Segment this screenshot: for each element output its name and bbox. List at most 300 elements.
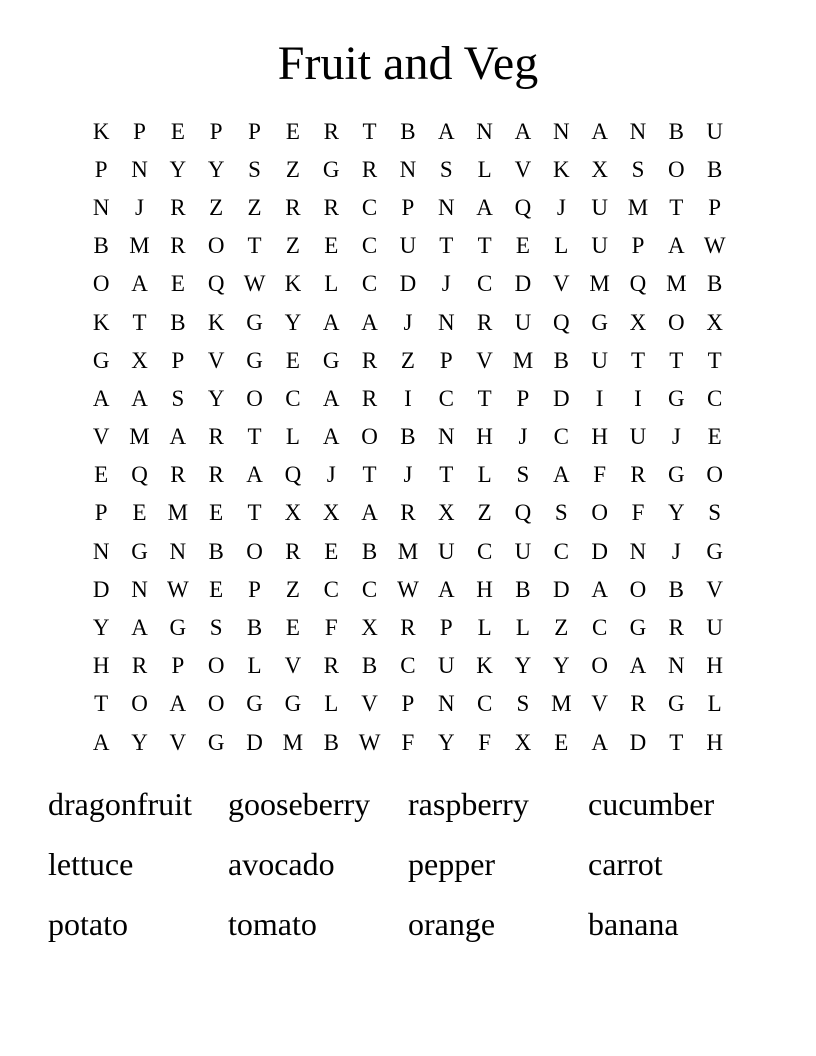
grid-letter: K [92, 309, 110, 335]
grid-letter: Y [514, 653, 532, 679]
grid-letter: O [207, 653, 225, 679]
grid-letter: E [707, 424, 722, 450]
grid-letter: S [516, 691, 530, 717]
grid-letter: N [437, 424, 455, 450]
grid-letter: W [243, 271, 266, 297]
word-list [48, 776, 768, 956]
grid-letter: H [706, 729, 723, 755]
grid-letter: D [246, 729, 263, 755]
grid-letter: N [668, 653, 685, 679]
word-list-item: pepper [408, 846, 496, 882]
grid-letter: M [397, 538, 419, 564]
grid-letter: J [326, 462, 336, 488]
grid-letter: T [669, 729, 684, 755]
grid-letter: Z [247, 194, 262, 220]
grid-letter: C [361, 271, 378, 297]
grid-letter: D [552, 385, 570, 411]
grid-letter: U [591, 233, 608, 259]
grid-letter: R [208, 462, 224, 488]
grid-letter: V [284, 653, 302, 679]
word-list-item: carrot [588, 846, 663, 882]
grid-letter: P [94, 156, 108, 182]
grid-letter: E [170, 271, 185, 297]
grid-letter: R [131, 653, 148, 679]
grid-letter: R [323, 118, 339, 144]
grid-letter: X [284, 500, 302, 526]
grid-letter: V [706, 576, 723, 602]
grid-letter: C [361, 233, 378, 259]
grid-letter: T [247, 233, 262, 259]
grid-letter: W [703, 233, 726, 259]
grid-letter: E [324, 538, 339, 564]
grid-letter: G [322, 347, 340, 373]
grid-letter: E [515, 233, 530, 259]
grid-letter: N [399, 156, 417, 182]
grid-letter: P [439, 347, 453, 373]
grid-letter: R [361, 156, 378, 182]
grid-letter: R [208, 424, 224, 450]
grid-letter: J [441, 271, 451, 297]
grid-letter: B [400, 424, 416, 450]
grid-letter: O [92, 271, 110, 297]
grid-letter: L [515, 615, 530, 641]
grid-letter: K [284, 271, 302, 297]
grid-letter: C [285, 385, 301, 411]
grid-letter: A [131, 615, 148, 641]
grid-letter: W [397, 576, 419, 602]
grid-letter: A [92, 385, 110, 411]
grid-letter: N [552, 118, 570, 144]
grid-letter: C [323, 576, 339, 602]
grid-letter: W [358, 729, 381, 755]
grid-letter: I [404, 385, 412, 411]
grid-letter: R [630, 462, 646, 488]
grid-letter: C [361, 194, 378, 220]
grid-letter: A [361, 309, 378, 335]
grid-letter: J [403, 462, 413, 488]
grid-letter: V [476, 347, 493, 373]
grid-letter: G [246, 347, 263, 373]
grid-letter: W [167, 576, 189, 602]
grid-letter: L [324, 691, 339, 717]
grid-letter: L [477, 462, 492, 488]
grid-letter: M [589, 271, 610, 297]
grid-letter: I [634, 385, 642, 411]
grid-letter: N [131, 156, 148, 182]
grid-letter: H [476, 424, 493, 450]
grid-letter: C [707, 385, 723, 411]
grid-letter: T [439, 233, 454, 259]
grid-letter: K [92, 118, 110, 144]
grid-letter: B [361, 653, 378, 679]
grid-letter: N [169, 538, 187, 564]
grid-letter: E [324, 233, 339, 259]
grid-letter: P [171, 653, 185, 679]
grid-letter: R [476, 309, 493, 335]
grid-letter: N [437, 309, 455, 335]
grid-letter: Y [207, 156, 225, 182]
grid-letter: B [246, 615, 263, 641]
grid-letter: Z [400, 347, 415, 373]
grid-letter: X [514, 729, 532, 755]
grid-letter: A [322, 385, 340, 411]
grid-letter: T [362, 462, 377, 488]
grid-letter: N [437, 194, 455, 220]
grid-letter: T [439, 462, 454, 488]
grid-letter: U [706, 118, 723, 144]
grid-letter: M [282, 729, 304, 755]
grid-letter: H [706, 653, 723, 679]
grid-letter: A [437, 118, 455, 144]
grid-letter: R [361, 347, 378, 373]
grid-letter: A [629, 653, 647, 679]
grid-letter: N [131, 576, 148, 602]
grid-letter: E [94, 462, 109, 488]
word-list-item: orange [408, 906, 496, 942]
grid-letter: K [552, 156, 570, 182]
grid-letter: S [554, 500, 568, 526]
grid-letter: U [437, 653, 455, 679]
grid-letter: H [92, 653, 110, 679]
grid-letter: R [400, 615, 416, 641]
grid-letter: F [631, 500, 645, 526]
grid-letter: C [553, 538, 569, 564]
grid-letter: T [132, 309, 147, 335]
grid-letter: T [630, 347, 646, 373]
grid-letter: E [170, 118, 185, 144]
grid-letter: R [323, 653, 339, 679]
grid-letter: R [400, 500, 416, 526]
grid-letter: U [591, 347, 608, 373]
grid-letter: B [707, 156, 723, 182]
grid-letter: L [707, 691, 722, 717]
grid-letter: N [92, 538, 110, 564]
grid-letter: T [669, 347, 684, 373]
grid-letter: Y [437, 729, 455, 755]
grid-letter: A [591, 576, 608, 602]
grid-letter: S [248, 156, 261, 182]
grid-letter: O [591, 653, 608, 679]
grid-letter: J [135, 194, 144, 220]
grid-letter: D [629, 729, 647, 755]
grid-letter: D [591, 538, 608, 564]
grid-letter: Q [514, 194, 532, 220]
grid-letter: O [246, 538, 263, 564]
grid-letter: P [94, 500, 108, 526]
grid-letter: X [706, 309, 723, 335]
grid-letter: J [518, 424, 528, 450]
grid-letter: Q [131, 462, 148, 488]
word-list-item: potato [48, 906, 128, 942]
grid-letter: B [170, 309, 186, 335]
grid-letter: U [706, 615, 723, 641]
grid-letter: E [285, 118, 300, 144]
grid-letter: O [668, 309, 685, 335]
grid-letter: P [708, 194, 722, 220]
grid-letter: L [247, 653, 262, 679]
grid-letter: A [131, 271, 148, 297]
word-list-item: banana [588, 906, 679, 942]
grid-letter: V [361, 691, 378, 717]
grid-letter: Z [554, 615, 569, 641]
grid-letter: Q [514, 500, 532, 526]
grid-letter: Z [477, 500, 492, 526]
grid-letter: R [170, 233, 186, 259]
grid-letter: D [514, 271, 532, 297]
grid-letter: V [92, 424, 110, 450]
grid-letter: L [477, 615, 492, 641]
grid-letter: B [361, 538, 378, 564]
grid-letter: O [207, 233, 225, 259]
grid-letter: O [361, 424, 378, 450]
grid-letter: T [247, 500, 262, 526]
grid-letter: Z [285, 156, 300, 182]
grid-letter: F [593, 462, 607, 488]
grid-letter: R [630, 691, 646, 717]
grid-letter: E [209, 500, 224, 526]
grid-letter: G [169, 615, 187, 641]
grid-letter: C [476, 538, 493, 564]
grid-letter: R [285, 194, 301, 220]
grid-letter: G [246, 691, 263, 717]
grid-letter: L [324, 271, 339, 297]
grid-letter: P [516, 385, 530, 411]
grid-letter: C [361, 576, 378, 602]
grid-letter: U [514, 538, 532, 564]
grid-letter: U [591, 194, 608, 220]
grid-letter: R [285, 538, 301, 564]
grid-letter: A [131, 385, 148, 411]
grid-letter: G [668, 462, 685, 488]
grid-letter: C [438, 385, 454, 411]
grid-letter: U [399, 233, 417, 259]
grid-letter: A [92, 729, 110, 755]
grid-letter: K [207, 309, 225, 335]
grid-letter: T [477, 233, 492, 259]
grid-letter: B [553, 347, 569, 373]
grid-letter: R [668, 615, 684, 641]
grid-letter: S [516, 462, 530, 488]
grid-letter: C [591, 615, 608, 641]
grid-letter: O [207, 691, 225, 717]
grid-letter: B [668, 118, 684, 144]
grid-letter: E [285, 347, 300, 373]
grid-letter: R [361, 385, 378, 411]
grid-letter: A [552, 462, 570, 488]
word-list-item: gooseberry [228, 786, 371, 822]
grid-letter: V [514, 156, 532, 182]
grid-letter: R [170, 462, 186, 488]
grid-letter: G [92, 347, 110, 373]
grid-letter: D [552, 576, 570, 602]
grid-letter: G [284, 691, 302, 717]
grid-letter: E [285, 615, 300, 641]
grid-letter: X [591, 156, 608, 182]
grid-letter: A [169, 424, 187, 450]
grid-letter: M [129, 424, 150, 450]
grid-letter: B [208, 538, 224, 564]
grid-letter: B [400, 118, 416, 144]
grid-letter: H [591, 424, 608, 450]
grid-letter: B [93, 233, 109, 259]
grid-letter: D [399, 271, 417, 297]
grid-letter: C [476, 271, 493, 297]
grid-letter: U [437, 538, 455, 564]
grid-letter: B [668, 576, 684, 602]
grid-letter: E [554, 729, 569, 755]
word-list-item: avocado [228, 846, 335, 882]
grid-letter: L [477, 156, 492, 182]
grid-letter: X [131, 347, 148, 373]
grid-letter: H [476, 576, 493, 602]
grid-letter: X [322, 500, 340, 526]
grid-letter: J [671, 538, 681, 564]
grid-letter: V [207, 347, 225, 373]
grid-letter: A [322, 309, 340, 335]
grid-letter: G [706, 538, 723, 564]
grid-letter: F [478, 729, 491, 755]
grid-letter: Y [92, 615, 110, 641]
grid-letter: Z [285, 576, 300, 602]
grid-letter: P [631, 233, 645, 259]
grid-letter: A [322, 424, 340, 450]
grid-letter: P [401, 691, 415, 717]
grid-letter: X [361, 615, 378, 641]
grid-letter: V [552, 271, 570, 297]
grid-letter: Y [131, 729, 148, 755]
grid-letter: G [131, 538, 148, 564]
grid-letter: S [439, 156, 453, 182]
grid-letter: A [361, 500, 378, 526]
grid-letter: P [209, 118, 223, 144]
grid-letter: G [668, 385, 685, 411]
grid-letter: J [671, 424, 681, 450]
grid-letter: E [209, 576, 224, 602]
grid-letter: Q [552, 309, 570, 335]
grid-letter: T [707, 347, 722, 373]
grid-letter: M [551, 691, 572, 717]
grid-letter: C [400, 653, 416, 679]
grid-letter: Z [285, 233, 300, 259]
grid-letter: M [627, 194, 649, 220]
grid-letter: D [92, 576, 110, 602]
grid-letter: O [668, 156, 685, 182]
grid-letter: A [476, 194, 493, 220]
grid-letter: Q [207, 271, 225, 297]
grid-letter: C [553, 424, 569, 450]
grid-letter: G [591, 309, 608, 335]
grid-letter: S [209, 615, 223, 641]
grid-letter: N [629, 538, 647, 564]
grid-letter: P [248, 576, 261, 602]
word-list-item: lettuce [48, 846, 134, 882]
grid-letter: L [285, 424, 300, 450]
grid-letter: M [167, 500, 189, 526]
grid-letter: A [591, 729, 608, 755]
grid-letter: S [171, 385, 185, 411]
grid-letter: B [515, 576, 531, 602]
grid-letter: M [666, 271, 687, 297]
grid-letter: Y [668, 500, 685, 526]
grid-letter: R [323, 194, 339, 220]
grid-letter: X [437, 500, 455, 526]
grid-letter: A [437, 576, 455, 602]
grid-letter: J [556, 194, 566, 220]
grid-letter: G [629, 615, 647, 641]
grid-letter: N [92, 194, 110, 220]
grid-letter: Q [629, 271, 647, 297]
grid-letter: B [707, 271, 723, 297]
grid-letter: R [170, 194, 186, 220]
word-list-item: dragonfruit [48, 786, 192, 822]
grid-letter: Y [552, 653, 570, 679]
grid-letter: T [669, 194, 684, 220]
grid-letter: Q [284, 462, 302, 488]
grid-letter: O [706, 462, 723, 488]
page-title: Fruit and Veg [277, 37, 539, 90]
grid-letter: U [514, 309, 532, 335]
grid-letter: A [169, 691, 187, 717]
grid-letter: B [323, 729, 339, 755]
grid-letter: F [324, 615, 338, 641]
grid-letter: T [247, 424, 262, 450]
grid-letter: C [476, 691, 493, 717]
grid-letter: N [629, 118, 647, 144]
grid-letter: V [591, 691, 608, 717]
grid-letter: G [668, 691, 685, 717]
grid-letter: A [246, 462, 263, 488]
grid-letter: U [629, 424, 647, 450]
grid-letter: A [591, 118, 608, 144]
grid-letter: E [132, 500, 147, 526]
grid-letter: O [629, 576, 647, 602]
word-list-item: raspberry [408, 786, 529, 822]
grid-letter: J [403, 309, 413, 335]
grid-letter: Y [169, 156, 187, 182]
grid-letter: O [131, 691, 148, 717]
grid-letter: M [129, 233, 150, 259]
grid-letter: G [246, 309, 263, 335]
grid-letter: O [591, 500, 608, 526]
grid-letter: P [133, 118, 146, 144]
grid-letter: Y [284, 309, 302, 335]
grid-letter: M [512, 347, 534, 373]
grid-letter: Z [209, 194, 224, 220]
grid-letter: T [477, 385, 492, 411]
grid-letter: N [437, 691, 455, 717]
word-list-item: tomato [228, 906, 317, 942]
grid-letter: N [476, 118, 493, 144]
grid-letter: S [708, 500, 722, 526]
grid-letter: S [631, 156, 645, 182]
grid-letter: Y [207, 385, 225, 411]
grid-letter: F [401, 729, 415, 755]
word-list-item: cucumber [588, 786, 715, 822]
grid-letter: T [94, 691, 109, 717]
letter-grid [82, 112, 734, 761]
grid-letter: X [629, 309, 647, 335]
grid-letter: A [668, 233, 685, 259]
grid-letter: I [595, 385, 604, 411]
grid-letter: G [207, 729, 225, 755]
grid-letter: O [246, 385, 263, 411]
grid-letter: P [248, 118, 261, 144]
grid-letter: T [362, 118, 377, 144]
grid-letter: G [322, 156, 340, 182]
grid-letter: P [439, 615, 453, 641]
grid-letter: P [401, 194, 415, 220]
grid-letter: L [554, 233, 569, 259]
